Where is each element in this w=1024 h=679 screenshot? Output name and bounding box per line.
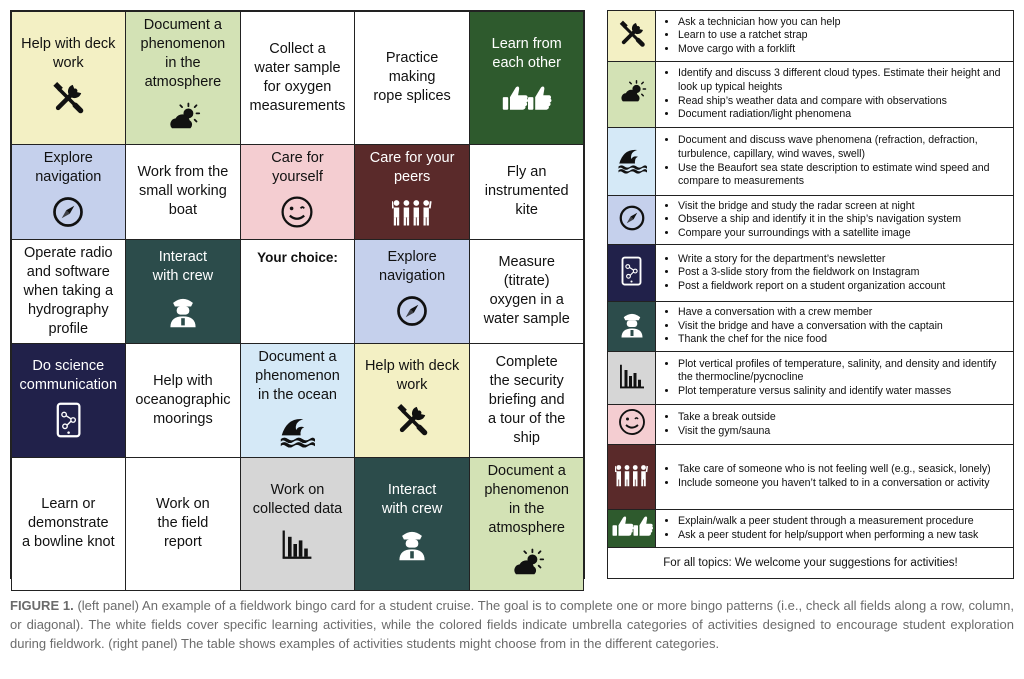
bingo-cell-label: Work from the small working boat: [137, 164, 229, 218]
activity-item: • Plot temperature versus salinity and identify water masses: [678, 385, 1009, 399]
activity-item: • Include someone you haven’t talked to in a conversation or activity: [678, 477, 1009, 491]
bingo-cell-label: Help with deck work: [364, 358, 460, 393]
activity-item: • Visit the bridge and study the radar screen at night: [678, 200, 1009, 214]
table-row: [608, 302, 1013, 352]
bingo-cell-label: Explore navigation: [379, 249, 446, 284]
category-swatch: [608, 128, 656, 195]
bingo-cell: [11, 144, 127, 240]
bar-chart-icon: [279, 526, 315, 567]
bingo-cell-label: Care for your peers: [369, 149, 455, 185]
table-row: [608, 128, 1013, 196]
bingo-cell-label: Measure (titrate) oxygen in a water sample: [483, 254, 570, 327]
table-row: [608, 445, 1013, 510]
bingo-cell: [469, 343, 585, 458]
activity-item: • Ask a peer student for help/support when performing a new task: [678, 529, 1009, 543]
activities-table: [607, 10, 1014, 579]
people-icon: [615, 460, 648, 495]
activity-list: [656, 62, 1013, 127]
caption-text: (left panel) An example of a fieldwork bingo card for a student cruise. The goal is to complete one or more bingo patterns (i.e., check all fields along a row, column, or diagonal). The white fields cover specific learning activities, while the colored fields indicate umbrella categories of activities designed to encourage student exploration during fieldwork. (right panel) The table shows examples of activities students might choose from in the different categories.: [10, 598, 1014, 651]
compass-icon: [617, 203, 647, 238]
weather-icon: [165, 99, 201, 140]
activity-list: [656, 128, 1013, 195]
bingo-cell: [240, 239, 356, 344]
bingo-cell: [125, 239, 241, 344]
activity-item: • Visit the gym/sauna: [678, 425, 1009, 439]
table-row: [608, 196, 1013, 245]
captain-icon: [617, 309, 647, 344]
activity-item: • Explain/walk a peer student through a measurement procedure: [678, 515, 1009, 529]
bingo-cell: [469, 11, 585, 145]
activity-item: • Plot vertical profiles of temperature, salinity, and density and identify the thermocline/pycnocline: [678, 358, 1009, 385]
activities-rows: [608, 11, 1013, 548]
bingo-cell: [240, 343, 356, 458]
activity-item: • Move cargo with a forklift: [678, 43, 1009, 57]
activity-item: • Compare your surroundings with a satellite image: [678, 227, 1009, 241]
thumbs-up-icon: [611, 511, 653, 546]
bingo-cell-label: Work on the field report: [156, 496, 210, 550]
activity-item: • Visit the bridge and have a conversation with the captain: [678, 320, 1009, 334]
activity-item: • Post a 3-slide story from the fieldwork on Instagram: [678, 266, 1009, 280]
bingo-cell-label: Do science communication: [19, 358, 118, 393]
category-swatch: [608, 510, 656, 547]
activity-list: [656, 196, 1013, 244]
bingo-cell-label: Document a phenomenon in the atmosphere: [140, 16, 226, 90]
table-row: [608, 62, 1013, 128]
bingo-cell-label: Fly an instrumented kite: [484, 164, 569, 218]
activity-item: • Use the Beaufort sea state description to estimate wind speed and compare to measurements: [678, 162, 1009, 189]
bingo-cell: [469, 239, 585, 344]
activity-list: [656, 302, 1013, 351]
bingo-cell: [125, 144, 241, 240]
phone-icon: [56, 402, 81, 443]
thumbs-up-icon: [501, 80, 551, 121]
bingo-cell-label: Complete the security briefing and a tour of the ship: [487, 353, 566, 446]
caption-label: FIGURE 1.: [10, 598, 74, 613]
bingo-cell: [125, 343, 241, 458]
category-swatch: [608, 352, 656, 404]
bingo-cell-label: Collect a water sample for oxygen measurements: [249, 40, 346, 114]
category-swatch: [608, 302, 656, 351]
table-row: [608, 510, 1013, 548]
bingo-cell: [240, 457, 356, 591]
activity-list: [656, 510, 1013, 547]
activity-item: • Learn to use a ratchet strap: [678, 29, 1009, 43]
bingo-cell-label: Explore navigation: [35, 149, 102, 185]
bingo-cell: [354, 11, 470, 145]
bingo-cell-label: Document a phenomenon in the atmosphere: [484, 462, 570, 536]
smiley-icon: [279, 194, 315, 235]
category-swatch: [608, 445, 656, 509]
bingo-cell: [125, 11, 241, 145]
activity-item: • Take care of someone who is not feeling well (e.g., seasick, lonely): [678, 463, 1009, 477]
activity-item: • Thank the chef for the nice food: [678, 333, 1009, 347]
bingo-cell-label: Document a phenomenon in the ocean: [255, 348, 340, 403]
table-row: [608, 11, 1013, 62]
category-swatch: [608, 245, 656, 301]
bingo-cell-label: Operate radio and software when taking a hydrography profile: [23, 244, 114, 337]
smiley-icon: [617, 407, 647, 442]
table-row: [608, 352, 1013, 405]
category-swatch: [608, 62, 656, 127]
activity-item: • Write a story for the department’s newsletter: [678, 253, 1009, 267]
activity-item: • Identify and discuss 3 different cloud types. Estimate their height and look up typical heights: [678, 67, 1009, 94]
bingo-card: [10, 10, 585, 579]
activity-item: • Document radiation/light phenomena: [678, 108, 1009, 122]
bingo-cell-label: Learn or demonstrate a bowline knot: [21, 496, 115, 550]
bingo-cell: [11, 343, 127, 458]
activity-item: • Have a conversation with a crew member: [678, 306, 1009, 320]
bingo-cell: [125, 457, 241, 591]
bingo-cell: [11, 11, 127, 145]
captain-icon: [394, 526, 430, 567]
tools-icon: [617, 19, 647, 54]
bingo-cell-label: Interact with crew: [152, 249, 214, 284]
bingo-cell: [240, 144, 356, 240]
category-swatch: [608, 405, 656, 444]
bingo-cell: [11, 239, 127, 344]
table-row: [608, 245, 1013, 302]
bingo-cell: [469, 457, 585, 591]
bingo-cell-label: Learn from each other: [491, 35, 562, 71]
activity-list: [656, 245, 1013, 301]
activity-list: [656, 352, 1013, 404]
wave-icon: [279, 412, 315, 453]
activity-item: • Read ship’s weather data and compare with observations: [678, 95, 1009, 109]
activity-item: • Ask a technician how you can help: [678, 16, 1009, 30]
bingo-cell: [354, 457, 470, 591]
bingo-cell-label: Interact with crew: [381, 481, 443, 517]
wave-icon: [617, 144, 647, 179]
bingo-cell-label: Practice making rope splices: [373, 50, 451, 104]
table-row: [608, 405, 1013, 445]
bingo-cell-label: Help with oceanographic moorings: [135, 372, 231, 427]
compass-icon: [394, 293, 430, 334]
tools-icon: [394, 402, 430, 443]
activity-list: [656, 405, 1013, 444]
bingo-cell-label: Work on collected data: [252, 481, 343, 517]
category-swatch: [608, 11, 656, 61]
captain-icon: [165, 293, 201, 334]
activity-item: • Document and discuss wave phenomena (refraction, defraction, turbulence, capillary, wind waves, swell): [678, 134, 1009, 161]
activity-list: [656, 11, 1013, 61]
bingo-cell-label: Care for yourself: [271, 149, 324, 185]
bingo-cell: [11, 457, 127, 591]
weather-icon: [617, 77, 647, 112]
bingo-cell: [240, 11, 356, 145]
figure-caption: [10, 596, 1014, 653]
activity-item: • Take a break outside: [678, 411, 1009, 425]
bingo-cell: [354, 343, 470, 458]
phone-icon: [621, 256, 642, 291]
tools-icon: [50, 80, 86, 121]
people-icon: [392, 194, 432, 235]
bingo-cell: [354, 144, 470, 240]
bingo-cell-label: Help with deck work: [21, 35, 116, 71]
weather-icon: [509, 545, 545, 586]
bingo-cell-label: Your choice:: [257, 249, 338, 265]
bar-chart-icon: [617, 361, 647, 396]
activity-item: • Post a fieldwork report on a student organization account: [678, 280, 1009, 294]
category-swatch: [608, 196, 656, 244]
activity-item: • Observe a ship and identify it in the ship’s navigation system: [678, 213, 1009, 227]
activity-list: [656, 445, 1013, 509]
bingo-cell: [354, 239, 470, 344]
bingo-cell: [469, 144, 585, 240]
compass-icon: [50, 194, 86, 235]
table-footer: For all topics: We welcome your suggestions for activities!: [663, 557, 958, 569]
